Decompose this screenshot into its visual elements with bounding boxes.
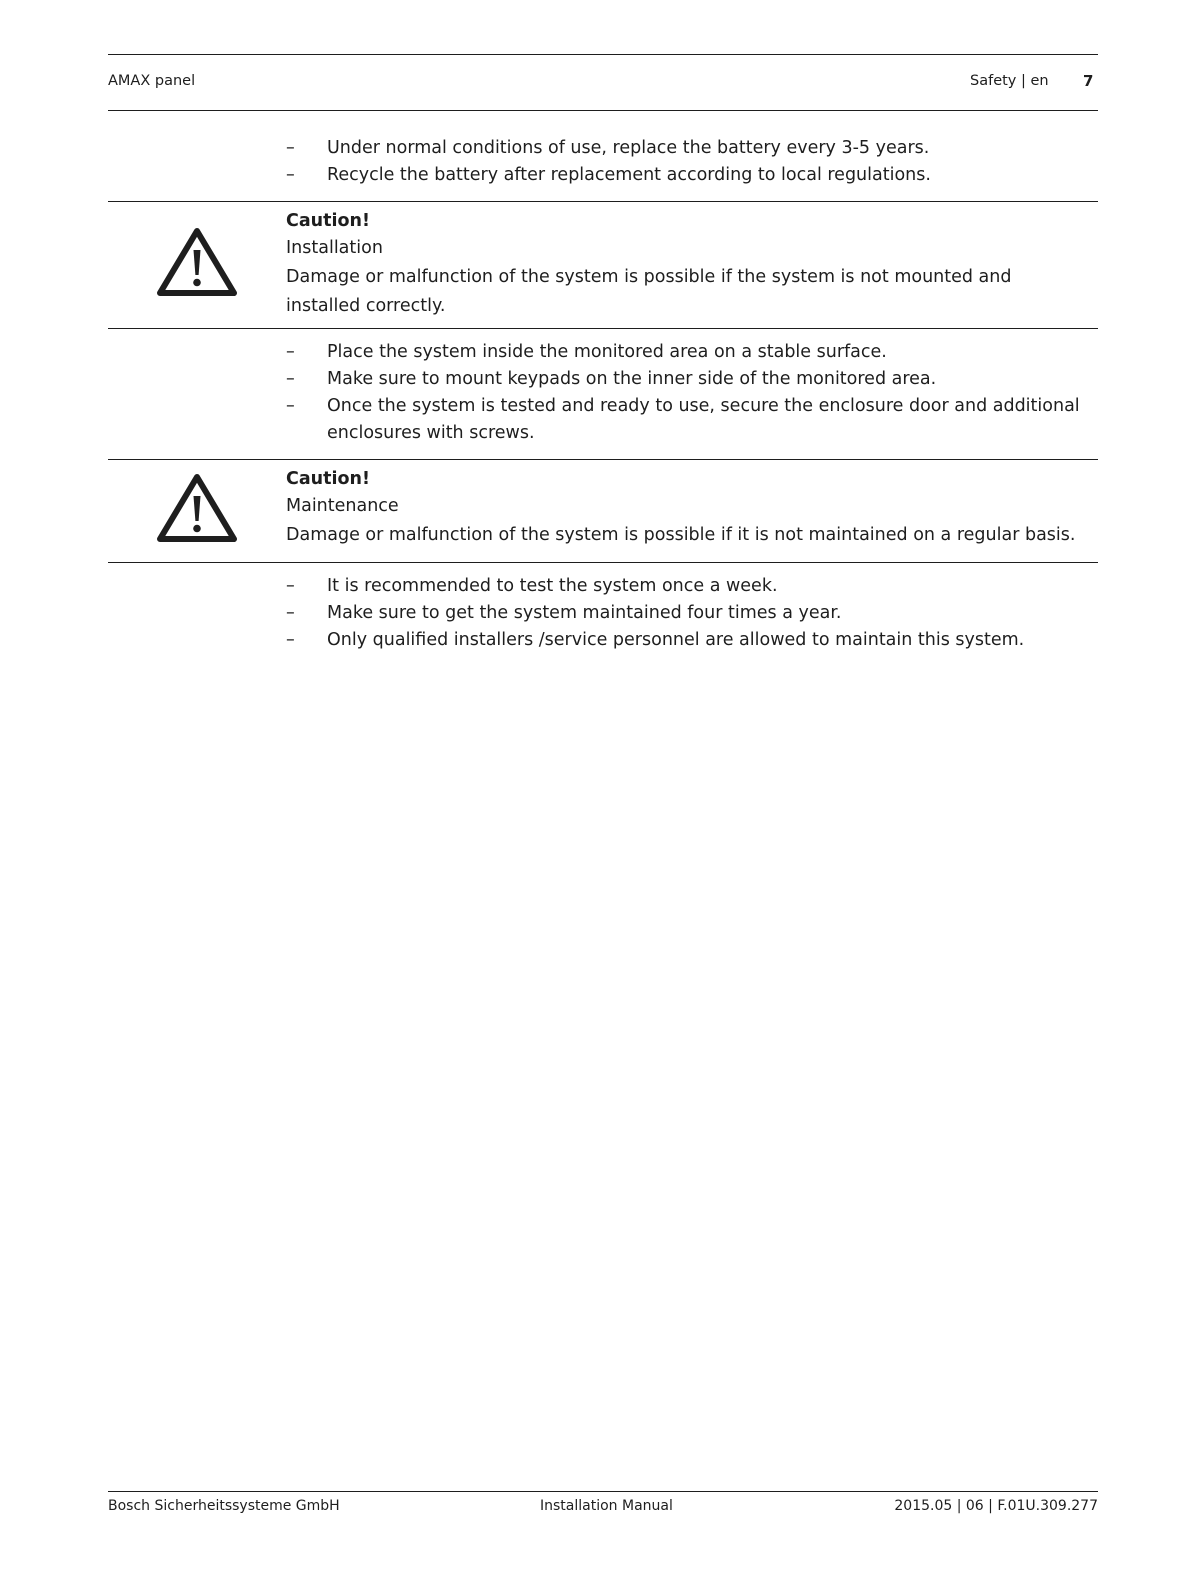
warning-triangle-icon <box>156 225 238 299</box>
list-item-text: Make sure to mount keypads on the inner side of the monitored area. <box>327 369 937 389</box>
header-product-name: AMAX panel <box>108 73 196 89</box>
warning-triangle-icon <box>156 471 238 545</box>
divider <box>108 201 1098 202</box>
list-dash: – <box>286 138 295 158</box>
list-dash: – <box>286 576 295 596</box>
list-item <box>286 135 1086 162</box>
caution-title: Caution! <box>286 211 370 231</box>
list-dash: – <box>286 342 295 362</box>
list-item <box>286 162 1086 189</box>
divider <box>108 562 1098 563</box>
list-item-text: Under normal conditions of use, replace the battery every 3-5 years. <box>327 138 930 158</box>
list-item-text: Recycle the battery after replacement according to local regulations. <box>327 165 931 185</box>
list-item-text: Once the system is tested and ready to use, secure the enclosure door and additional enclosures with screws. <box>327 396 1080 443</box>
list-item <box>286 573 1086 600</box>
header-page-number: 7 <box>1083 72 1094 90</box>
footer-rule <box>108 1491 1098 1492</box>
list-dash: – <box>286 603 295 623</box>
divider <box>108 459 1098 460</box>
header-bottom-rule <box>108 110 1098 111</box>
caution-body: Damage or malfunction of the system is possible if the system is not mounted and installed correctly. <box>286 267 1012 316</box>
list-item <box>286 366 1086 393</box>
list-item-text: It is recommended to test the system once a week. <box>327 576 778 596</box>
list-dash: – <box>286 396 295 416</box>
header-top-rule <box>108 54 1098 55</box>
list-dash: – <box>286 369 295 389</box>
header-section: Safety | en <box>970 73 1049 89</box>
list-item <box>286 393 1086 447</box>
caution-body: Damage or malfunction of the system is possible if it is not maintained on a regular basis. <box>286 525 1076 545</box>
footer-code: 2015.05 | 06 | F.01U.309.277 <box>894 1498 1098 1514</box>
list-item-text: Make sure to get the system maintained four times a year. <box>327 603 842 623</box>
list-item <box>286 600 1086 627</box>
footer-company: Bosch Sicherheitssysteme GmbH <box>108 1498 340 1514</box>
list-item-text: Only qualified installers /service personnel are allowed to maintain this system. <box>327 630 1025 650</box>
footer-document: Installation Manual <box>540 1498 673 1514</box>
caution-subtitle: Maintenance <box>286 496 399 516</box>
list-item <box>286 339 1086 366</box>
divider <box>108 328 1098 329</box>
caution-subtitle: Installation <box>286 238 383 258</box>
list-item-text: Place the system inside the monitored area on a stable surface. <box>327 342 887 362</box>
caution-title: Caution! <box>286 469 370 489</box>
list-dash: – <box>286 630 295 650</box>
list-item <box>286 627 1086 654</box>
list-dash: – <box>286 165 295 185</box>
